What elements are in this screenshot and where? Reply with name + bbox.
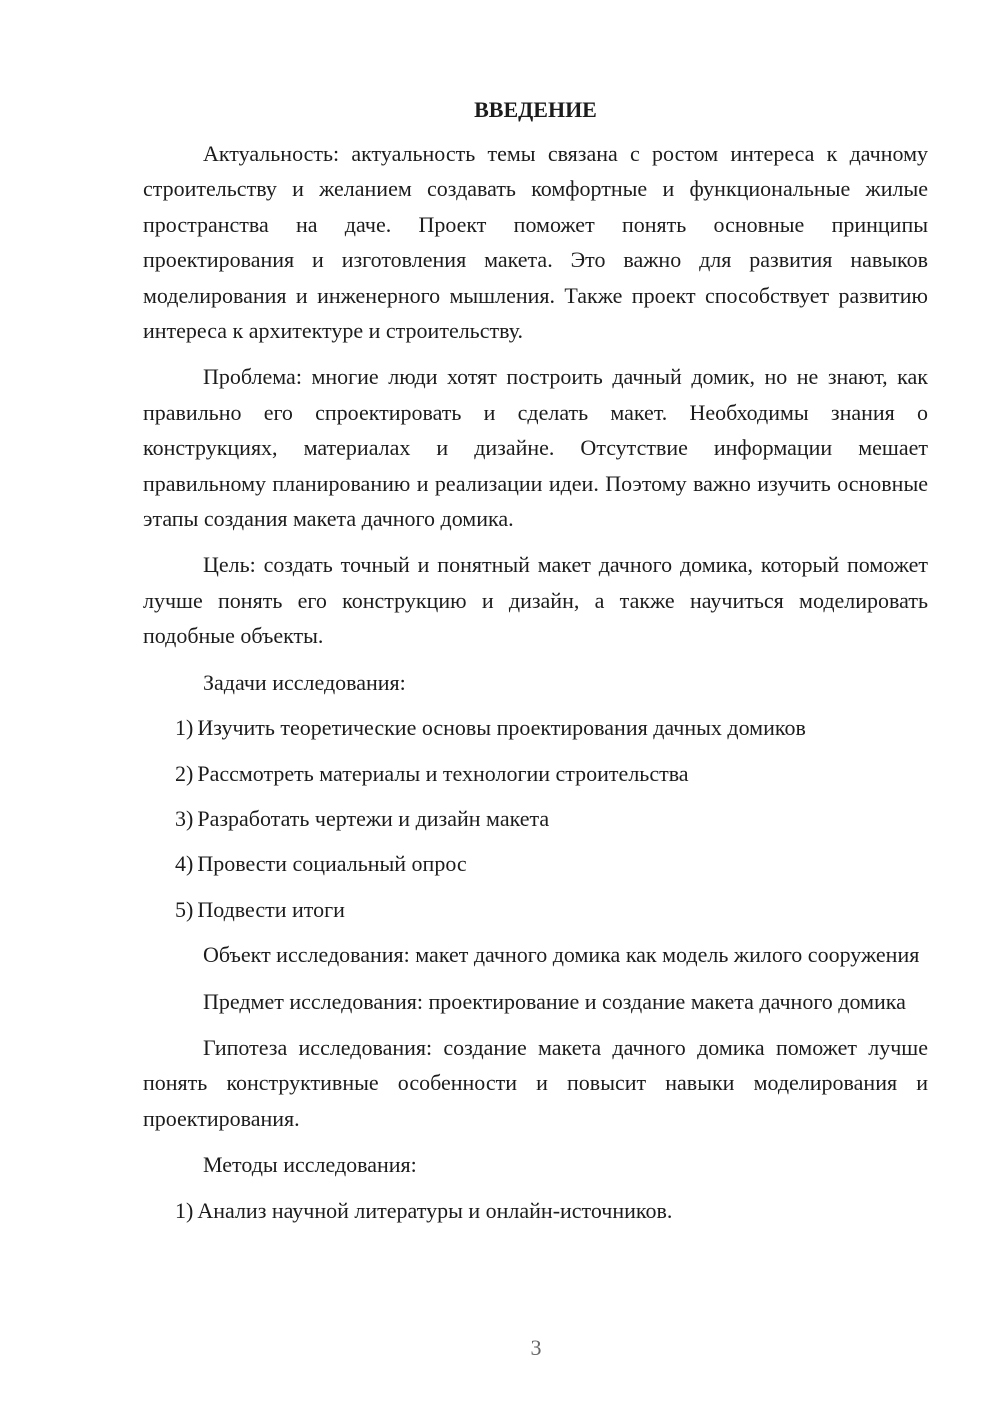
tasks-heading: Задачи исследования:	[203, 669, 406, 695]
paragraph-object: Объект исследования: макет дачного домика как модель жилого сооружения	[203, 942, 920, 968]
task-text: Разработать чертежи и дизайн макета	[197, 805, 550, 831]
task-item	[143, 801, 928, 836]
paragraph-problem: Проблема: многие люди хотят построить дачный домик, но не знают, как правильно его спроектировать и сделать макет. Необходимы знания о конструкциях, материалах и дизайне. Отсутствие информации мешает правильному планированию и реализации идеи. Поэтому важно изучить основные этапы создания макета дачного домика.	[143, 364, 928, 532]
page-number: 3	[530, 1335, 542, 1360]
task-item	[143, 892, 928, 927]
page-content	[143, 96, 928, 1238]
method-item	[143, 1193, 928, 1228]
task-number: 5)	[175, 896, 194, 922]
paragraph-subject: Предмет исследования: проектирование и создание макета дачного домика	[203, 988, 906, 1014]
task-text: Подвести итоги	[197, 896, 345, 922]
task-item	[143, 846, 928, 881]
task-text: Рассмотреть материалы и технологии строительства	[197, 760, 689, 786]
task-number: 4)	[175, 851, 194, 877]
paragraph-relevance: Актуальность: актуальность темы связана с ростом интереса к дачному строительству и желанием создавать комфортные и функциональные жилые пространства на даче. Проект поможет понять основные принципы проектирования и изготовления макета. Это важно для развития навыков моделирования и инженерного мышления. Также проект способствует развитию интереса к архитектуре и строительству.	[143, 141, 928, 344]
methods-heading: Методы исследования:	[203, 1152, 417, 1178]
task-item	[143, 710, 928, 745]
task-number: 2)	[175, 760, 194, 786]
task-number: 3)	[175, 805, 194, 831]
paragraph-goal: Цель: создать точный и понятный макет дачного домика, который поможет лучше понять его конструкцию и дизайн, а также научиться моделировать подобные объекты.	[143, 552, 928, 649]
task-item	[143, 756, 928, 791]
task-text: Провести социальный опрос	[197, 851, 467, 877]
method-number: 1)	[175, 1197, 194, 1223]
task-text: Изучить теоретические основы проектирования дачных домиков	[197, 715, 806, 741]
paragraph-hypothesis: Гипотеза исследования: создание макета дачного домика поможет лучше понять конструктивные особенности и повысит навыки моделирования и проектирования.	[143, 1034, 928, 1131]
section-title: ВВЕДЕНИЕ	[474, 97, 597, 122]
method-text: Анализ научной литературы и онлайн-источников.	[197, 1197, 673, 1223]
task-number: 1)	[175, 715, 194, 741]
